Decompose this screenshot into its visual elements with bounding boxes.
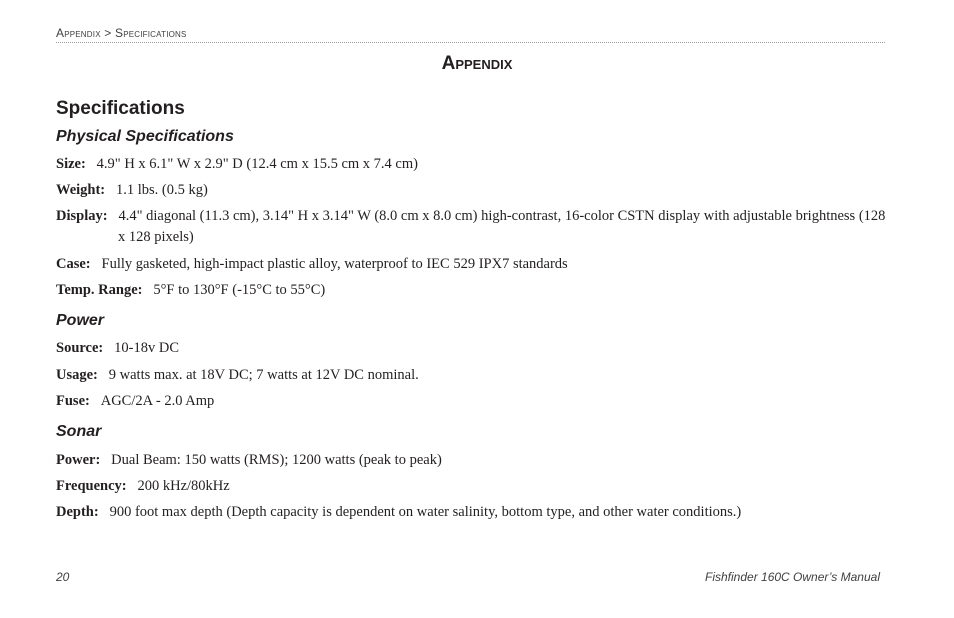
section-title: Specifications xyxy=(56,98,185,119)
page-title: Appendix xyxy=(441,53,513,74)
spec-label: Case: xyxy=(56,256,91,272)
power-heading: Power xyxy=(56,312,105,329)
manual-title: Fishfinder 160C Owner’s Manual xyxy=(705,570,880,584)
spec-value: 4.4" diagonal (11.3 cm), 3.14" H x 3.14" W (8.0 cm x 8.0 cm) high-contrast, 16-color CSTN display with adjustable brightness (128 x 128 pixels) xyxy=(118,208,886,245)
spec-display xyxy=(56,206,886,248)
spec-label: Usage: xyxy=(56,367,98,383)
spec-value: Fully gasketed, high-impact plastic alloy, waterproof to IEC 529 IPX7 standards xyxy=(101,256,568,272)
spec-usage xyxy=(56,365,886,386)
spec-value: 900 foot max depth (Depth capacity is dependent on water salinity, bottom type, and other water conditions.) xyxy=(109,504,742,520)
header-divider xyxy=(56,42,885,43)
spec-frequency xyxy=(56,476,886,497)
spec-value: AGC/2A - 2.0 Amp xyxy=(100,393,215,409)
spec-label: Source: xyxy=(56,340,104,356)
spec-value: 5°F to 130°F (-15°C to 55°C) xyxy=(153,282,326,298)
spec-label: Depth: xyxy=(56,504,99,520)
spec-case xyxy=(56,254,886,275)
spec-size xyxy=(56,154,886,175)
spec-sonar-power xyxy=(56,450,886,471)
spec-temp-range xyxy=(56,280,886,301)
spec-value: 4.9" H x 6.1" W x 2.9" D (12.4 cm x 15.5 cm x 7.4 cm) xyxy=(96,156,418,172)
spec-source xyxy=(56,338,886,359)
spec-value: 10-18v DC xyxy=(114,340,179,356)
spec-label: Display: xyxy=(56,208,108,224)
spec-label: Weight: xyxy=(56,182,106,198)
spec-label: Frequency: xyxy=(56,478,127,494)
spec-label: Size: xyxy=(56,156,86,172)
spec-label: Fuse: xyxy=(56,393,90,409)
page-number: 20 xyxy=(56,570,70,584)
spec-label: Power: xyxy=(56,452,101,468)
spec-value: 1.1 lbs. (0.5 kg) xyxy=(116,182,208,198)
spec-depth xyxy=(56,502,886,523)
physical-specifications-heading: Physical Specifications xyxy=(56,128,234,145)
spec-value: Dual Beam: 150 watts (RMS); 1200 watts (peak to peak) xyxy=(111,452,442,468)
spec-label: Temp. Range: xyxy=(56,282,143,298)
spec-value: 9 watts max. at 18V DC; 7 watts at 12V DC nominal. xyxy=(108,367,419,383)
spec-weight xyxy=(56,180,886,201)
sonar-heading: Sonar xyxy=(56,423,102,440)
spec-fuse xyxy=(56,391,886,412)
breadcrumb: Appendix > Specifications xyxy=(56,26,187,40)
spec-value: 200 kHz/80kHz xyxy=(137,478,230,494)
